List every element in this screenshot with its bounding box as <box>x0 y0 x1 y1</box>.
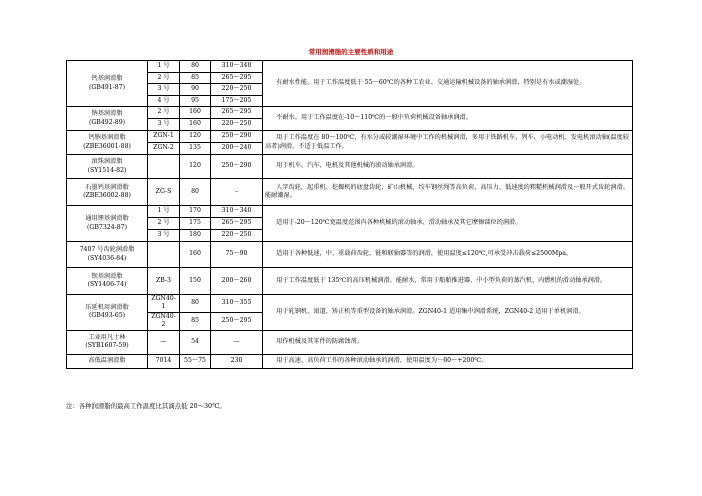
table-row <box>67 131 633 143</box>
grease-name-cell <box>67 61 148 107</box>
usage-cell: 适用于-20～120℃宽温度范围内各种机械的滚动轴承、滑动轴承及其它摩擦部位的润滑。 <box>263 206 633 242</box>
grease-name-cell <box>67 179 148 206</box>
dropping-point-cell: 220～250 <box>211 230 263 242</box>
dropping-point-cell: 250～295 <box>211 312 263 330</box>
grease-name: 钙基润滑脂 <box>91 75 123 83</box>
usage-cell: 适用于各种低速，中、重载荷齿轮、链和联轴器等的润滑，使用温度≤120℃,可承受冲击载荷≤2500Mpa。 <box>263 242 633 268</box>
dropping-point-cell: 200～260 <box>211 268 263 295</box>
penetration-cell: 160 <box>180 242 211 268</box>
usage-cell: 用于工作温度在 80～100℃、有水分或较潮湿环境中工作的机械润滑，多用于铁路机车、列车、小电动机、发电机滚动轴(温度较高者)润滑。不适于低温工作。 <box>263 131 633 155</box>
grease-standard: (SY1406-74) <box>87 281 127 288</box>
penetration-cell: 80 <box>180 295 211 313</box>
dropping-point-cell: 230 <box>211 354 263 368</box>
grease-name: 工业用凡士林 <box>88 333 126 341</box>
grade-cell: 2 号 <box>148 218 180 230</box>
table-row <box>67 330 633 354</box>
grease-name-cell <box>67 242 148 268</box>
grease-name: 压延机用润滑脂 <box>85 303 129 311</box>
table-row <box>67 107 633 119</box>
grease-standard: (GB491-87) <box>88 83 126 91</box>
grade-cell: 2 号 <box>148 107 180 119</box>
grease-name: 高低温润滑脂 <box>88 356 126 364</box>
usage-cell: 用于轧钢机、滚道、矫正机等重型设备的轴承润滑。ZGN40-1 适用集中润滑系统，ZGN40-2 适用于单机润滑。 <box>263 295 633 331</box>
grade-cell: 7014 <box>148 354 180 368</box>
grease-name: 通用锂基润滑脂 <box>85 215 129 223</box>
grease-name: 7407 号齿轮润滑脂 <box>79 246 135 254</box>
grade-cell: 3 号 <box>148 84 180 96</box>
dropping-point-cell: 250～290 <box>211 131 263 143</box>
grease-standard: (SYB1607-59) <box>85 342 129 350</box>
penetration-cell: 160 <box>180 107 211 119</box>
table-row <box>67 354 633 368</box>
dropping-point-cell: 75～90 <box>211 242 263 268</box>
penetration-cell: 175 <box>180 218 211 230</box>
dropping-point-cell: 265～295 <box>211 72 263 84</box>
penetration-cell: 180 <box>180 230 211 242</box>
penetration-cell: 54 <box>180 330 211 354</box>
penetration-cell: 95 <box>180 95 211 107</box>
grade-cell: 3 号 <box>148 119 180 131</box>
penetration-cell: 80 <box>180 179 211 206</box>
grade-cell: ZGN40-1 <box>148 295 180 313</box>
grease-name: 钠基润滑脂 <box>91 110 123 118</box>
table-row <box>67 61 633 73</box>
usage-cell: 用作机械及其零件的防腐蚀剂。 <box>263 330 633 354</box>
grease-name-cell <box>67 206 148 242</box>
grade-cell: 2 号 <box>148 72 180 84</box>
grease-standard: (GB492-89) <box>88 118 126 126</box>
grease-name-cell <box>67 330 148 354</box>
grease-standard: (SY4036-84) <box>87 254 127 262</box>
table-row <box>67 206 633 218</box>
table-row <box>67 179 633 206</box>
grease-name-cell <box>67 107 148 131</box>
grease-name-cell <box>67 131 148 155</box>
grease-name-cell <box>67 295 148 331</box>
dropping-point-cell: 220～250 <box>211 84 263 96</box>
dropping-point-cell: 310～340 <box>211 61 263 73</box>
penetration-cell: 135 <box>180 143 211 155</box>
dropping-point-cell: – <box>211 179 263 206</box>
grade-cell: 3 号 <box>148 230 180 242</box>
table-row <box>67 242 633 268</box>
dropping-point-cell: 310～355 <box>211 295 263 313</box>
grade-cell: ZGN-2 <box>148 143 180 155</box>
grade-cell: ZGN-1 <box>148 131 180 143</box>
grade-cell: 4 号 <box>148 95 180 107</box>
grease-name: 钡基润滑脂 <box>91 272 123 280</box>
penetration-cell: 85 <box>180 72 211 84</box>
grade-cell: — <box>148 330 180 354</box>
grade-cell: 1 号 <box>148 206 180 218</box>
grade-cell: ZG-S <box>148 179 180 206</box>
grease-name-cell <box>67 268 148 295</box>
penetration-cell: 170 <box>180 206 211 218</box>
grade-cell: 1 号 <box>148 61 180 73</box>
dropping-point-cell: 175～205 <box>211 95 263 107</box>
penetration-cell: 90 <box>180 84 211 96</box>
penetration-cell: 150 <box>180 268 211 295</box>
grade-cell <box>148 155 180 179</box>
footnote: 注：各种润滑脂的最高工作温度比其滴点低 20～30℃。 <box>66 402 226 410</box>
grease-standard: (GB493-65) <box>88 312 126 320</box>
dropping-point-cell: — <box>211 330 263 354</box>
dropping-point-cell: 220～250 <box>211 119 263 131</box>
usage-cell: 有耐水性能。用于工作温度低于 55～60℃的各种工农业、交通运输机械设备的轴承润滑，特别是有水或潮湿处。 <box>263 61 633 107</box>
table-row <box>67 268 633 295</box>
grease-name-cell <box>67 155 148 179</box>
grade-cell: ZGN40-2 <box>148 312 180 330</box>
page-title: 常用润滑脂的主要性质和用途 <box>308 48 394 56</box>
usage-cell: 用于高速、高负荷工作的各种滚动轴承的润滑，使用温度为－60～+200℃。 <box>263 354 633 368</box>
penetration-cell: 160 <box>180 119 211 131</box>
penetration-cell: 85 <box>180 312 211 330</box>
penetration-cell: 55～75 <box>180 354 211 368</box>
grade-cell: ZB-3 <box>148 268 180 295</box>
dropping-point-cell: 250～290 <box>211 155 263 179</box>
usage-cell: 人字齿轮，起重机、挖掘机的底盘齿轮，矿山机械、绞车钢丝绳等高负荷、高压力、低速度的粗糙机械润滑及一般开式齿轮润滑。能耐潮湿。 <box>263 179 633 206</box>
penetration-cell: 80 <box>180 61 211 73</box>
usage-cell: 不耐水。用于工作温度在-10～110℃的一般中负荷机械设备轴承润滑。 <box>263 107 633 131</box>
dropping-point-cell: 310～340 <box>211 206 263 218</box>
table-row <box>67 155 633 179</box>
penetration-cell: 120 <box>180 155 211 179</box>
dropping-point-cell: 265～295 <box>211 218 263 230</box>
grease-name: 石墨钙基润滑脂 <box>85 183 129 191</box>
grease-standard: (ZBE36002-88) <box>83 192 131 199</box>
table-row <box>67 295 633 313</box>
grease-table <box>66 60 633 369</box>
dropping-point-cell: 200～240 <box>211 143 263 155</box>
penetration-cell: 120 <box>180 131 211 143</box>
grease-standard: (SY1514-82) <box>87 166 127 174</box>
usage-cell: 用于工作温度低于 135℃的高压机械润滑。能耐水，常用于船舶推进器、中小型负荷的蒸汽机、内燃机的滑动轴承润滑。 <box>263 268 633 295</box>
grease-name-cell <box>67 354 148 368</box>
grease-standard: (GB7324-87) <box>86 223 128 231</box>
grade-cell <box>148 242 180 268</box>
usage-cell: 用于机车、汽车、电机及其他机械的滚动轴承润滑。 <box>263 155 633 179</box>
grease-name: 钙钠基润滑脂 <box>88 134 126 142</box>
dropping-point-cell: 265～295 <box>211 107 263 119</box>
grease-name: 滚珠润滑脂 <box>91 158 123 166</box>
grease-standard: (ZBE36001-88) <box>83 142 131 150</box>
